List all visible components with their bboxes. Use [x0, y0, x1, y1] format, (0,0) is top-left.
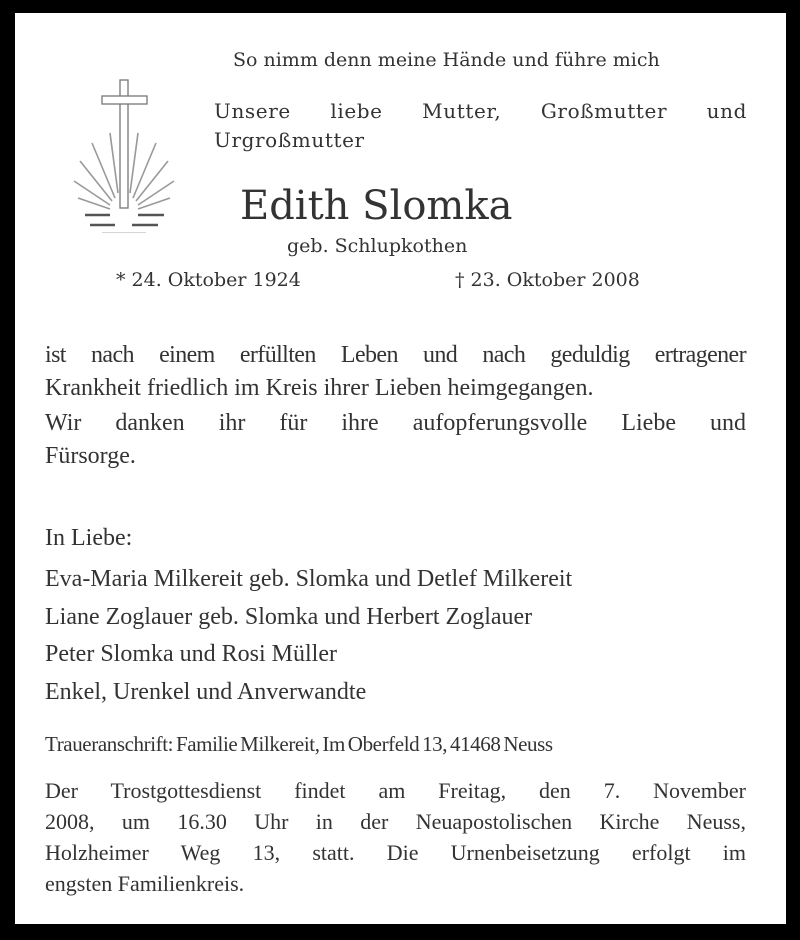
paragraph-thanks — [45, 407, 746, 473]
paragraph-line: Krankheit friedlich im Kreis ihrer Lieben heimgegangen. — [45, 375, 594, 401]
intro-line: Urgroßmutter — [214, 128, 365, 152]
intro-text — [214, 97, 747, 155]
paragraph-passing — [45, 339, 746, 405]
paragraph-line: Fürsorge. — [45, 443, 136, 469]
family-member: Enkel, Urenkel und Anverwandte — [45, 678, 367, 705]
cross-with-sun-rays-icon — [60, 53, 190, 233]
intro-line: Unsere liebe Mutter, Großmutter und — [214, 99, 747, 123]
mourning-address: Traueranschrift: Familie Milkereit, Im Oberfeld 13, 41468 Neuss — [45, 732, 553, 756]
paragraph-line: Wir danken ihr für ihre aufopferungsvolle Liebe und — [45, 410, 746, 436]
paragraph-line: ist nach einem erfüllten Leben und nach geduldig ertragener — [45, 342, 746, 368]
service-line: Holzheimer Weg 13, statt. Die Urnenbeisetzung erfolgt im — [45, 840, 746, 865]
family-list — [45, 561, 572, 711]
maiden-name: geb. Schlupkothen — [287, 235, 468, 257]
obituary-notice — [15, 13, 786, 924]
family-member: Peter Slomka und Rosi Müller — [45, 641, 337, 667]
motto: So nimm denn meine Hände und führe mich — [233, 49, 660, 71]
service-line: Der Trostgottesdienst findet am Freitag, den 7. November — [45, 778, 746, 803]
deceased-name: Edith Slomka — [240, 183, 513, 229]
birth-date: * 24. Oktober 1924 — [116, 269, 301, 291]
service-line: 2008, um 16.30 Uhr in der Neuapostolischen Kirche Neuss, — [45, 809, 746, 834]
service-info — [45, 775, 746, 899]
service-line: engsten Familienkreis. — [45, 871, 245, 896]
death-date: † 23. Oktober 2008 — [455, 269, 640, 291]
family-member: Liane Zoglauer geb. Slomka und Herbert Zoglauer — [45, 603, 533, 630]
family-member: Eva-Maria Milkereit geb. Slomka und Detlef Milkereit — [45, 566, 573, 592]
in-love-label: In Liebe: — [45, 525, 133, 551]
